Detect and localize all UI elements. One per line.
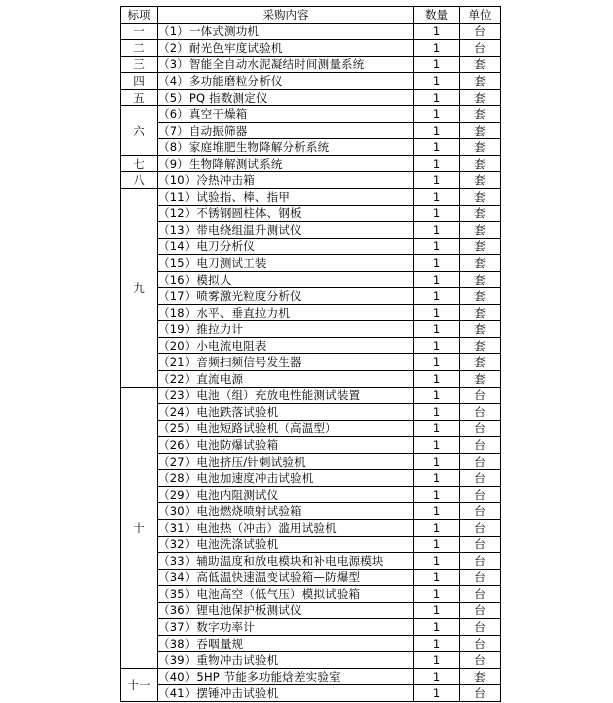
item-name: （8）家庭堆肥生物降解分析系统 [158,139,414,156]
item-name: （39）重物冲击试验机 [158,652,414,669]
item-quantity: 1 [414,371,460,388]
item-quantity: 1 [414,619,460,636]
header-row [121,7,501,24]
table-row [121,189,501,206]
item-name: （29）电池内阻测试仪 [158,486,414,503]
lot-number: 九 [121,189,158,388]
item-name: （17）喷雾激光粒度分析仪 [158,288,414,305]
table-row [121,321,501,338]
item-quantity: 1 [414,56,460,73]
item-unit: 台 [460,470,501,487]
item-unit: 套 [460,668,501,685]
item-unit: 台 [460,569,501,586]
item-unit: 套 [460,139,501,156]
item-quantity: 1 [414,139,460,156]
item-name: （37）数字功率计 [158,619,414,636]
item-name: （30）电池燃烧喷射试验箱 [158,503,414,520]
table-row [121,652,501,669]
table-row [121,553,501,570]
item-quantity: 1 [414,668,460,685]
item-name: （25）电池短路试验机（高温型） [158,420,414,437]
table-row [121,73,501,90]
table-row [121,139,501,156]
item-name: （41）摆锤冲击试验机 [158,685,414,702]
item-quantity: 1 [414,189,460,206]
table-row [121,486,501,503]
item-quantity: 1 [414,304,460,321]
lot-number: 四 [121,73,158,90]
item-unit: 套 [460,255,501,272]
item-unit: 台 [460,23,501,40]
item-unit: 套 [460,371,501,388]
item-unit: 台 [460,453,501,470]
item-unit: 套 [460,189,501,206]
item-unit: 套 [460,337,501,354]
item-name: （38）吞咽量规 [158,635,414,652]
table-row [121,586,501,603]
item-quantity: 1 [414,288,460,305]
item-name: （22）直流电源 [158,371,414,388]
item-unit: 台 [460,503,501,520]
item-name: （35）电池高空（低气压）模拟试验箱 [158,586,414,603]
table-row [121,354,501,371]
item-unit: 套 [460,56,501,73]
item-quantity: 1 [414,486,460,503]
table-row [121,371,501,388]
item-name: （18）水平、垂直拉力机 [158,304,414,321]
item-unit: 套 [460,122,501,139]
header-lot-no: 标项 [121,7,158,24]
table-row [121,238,501,255]
table-row [121,56,501,73]
item-name: （16）模拟人 [158,271,414,288]
item-unit: 台 [460,685,501,702]
item-name: （3）智能全自动水泥凝结时间测量系统 [158,56,414,73]
lot-number: 六 [121,106,158,156]
item-unit: 台 [460,519,501,536]
item-name: （26）电池防爆试验箱 [158,437,414,454]
item-unit: 台 [460,437,501,454]
item-name: （9）生物降解测试系统 [158,155,414,172]
item-unit: 台 [460,652,501,669]
item-name: （33）辅助温度和放电模块和补电电源模块 [158,553,414,570]
lot-number: 五 [121,89,158,106]
item-name: （27）电池挤压/针刺试验机 [158,453,414,470]
table-row [121,453,501,470]
table-row [121,205,501,222]
item-quantity: 1 [414,420,460,437]
item-name: （4）多功能磨粒分析仪 [158,73,414,90]
item-unit: 套 [460,304,501,321]
item-unit: 台 [460,486,501,503]
item-unit: 套 [460,73,501,90]
item-unit: 台 [460,553,501,570]
item-name: （40）5HP 节能多功能焓差实验室 [158,668,414,685]
item-quantity: 1 [414,470,460,487]
table-row [121,404,501,421]
header-item: 采购内容 [158,7,414,24]
item-unit: 台 [460,602,501,619]
procurement-table [120,6,501,702]
item-unit: 台 [460,420,501,437]
item-quantity: 1 [414,553,460,570]
item-quantity: 1 [414,122,460,139]
item-name: （34）高低温快速温变试验箱—防爆型 [158,569,414,586]
item-unit: 套 [460,238,501,255]
table-row [121,337,501,354]
table-row [121,222,501,239]
item-quantity: 1 [414,586,460,603]
item-name: （36）锂电池保护板测试仪 [158,602,414,619]
item-unit: 台 [460,619,501,636]
item-quantity: 1 [414,40,460,57]
item-unit: 套 [460,288,501,305]
item-quantity: 1 [414,519,460,536]
item-quantity: 1 [414,271,460,288]
table-row [121,172,501,189]
item-quantity: 1 [414,404,460,421]
item-quantity: 1 [414,685,460,702]
item-quantity: 1 [414,23,460,40]
item-quantity: 1 [414,602,460,619]
table-row [121,635,501,652]
item-name: （2）耐光色牢度试验机 [158,40,414,57]
table-row [121,519,501,536]
item-name: （20）小电流电阻表 [158,337,414,354]
item-unit: 台 [460,387,501,404]
table-row [121,271,501,288]
lot-number: 十 [121,387,158,668]
item-quantity: 1 [414,73,460,90]
item-unit: 套 [460,172,501,189]
item-name: （6）真空干燥箱 [158,106,414,123]
item-name: （1）一体式测功机 [158,23,414,40]
table-row [121,40,501,57]
item-name: （24）电池跌落试验机 [158,404,414,421]
item-quantity: 1 [414,652,460,669]
item-name: （10）冷热冲击箱 [158,172,414,189]
item-name: （32）电池洗涤试验机 [158,536,414,553]
table-row [121,387,501,404]
table-row [121,106,501,123]
table-row [121,569,501,586]
table-row [121,437,501,454]
item-quantity: 1 [414,321,460,338]
item-name: （7）自动振筛器 [158,122,414,139]
table-row [121,668,501,685]
item-unit: 套 [460,354,501,371]
item-name: （19）推拉力计 [158,321,414,338]
item-quantity: 1 [414,387,460,404]
item-quantity: 1 [414,172,460,189]
table-row [121,23,501,40]
item-unit: 套 [460,271,501,288]
item-quantity: 1 [414,337,460,354]
table-row [121,470,501,487]
item-name: （13）带电绕组温升测试仪 [158,222,414,239]
item-unit: 台 [460,40,501,57]
lot-number: 一 [121,23,158,40]
table-row [121,536,501,553]
header-unit: 单位 [460,7,501,24]
lot-number: 十一 [121,668,158,701]
item-name: （21）音频扫频信号发生器 [158,354,414,371]
item-name: （28）电池加速度冲击试验机 [158,470,414,487]
lot-number: 二 [121,40,158,57]
item-name: （12）不锈钢圆柱体、钢板 [158,205,414,222]
item-unit: 套 [460,222,501,239]
table-row [121,288,501,305]
item-unit: 台 [460,635,501,652]
item-unit: 台 [460,404,501,421]
item-unit: 套 [460,205,501,222]
lot-number: 七 [121,155,158,172]
item-unit: 套 [460,89,501,106]
item-name: （11）试验指、棒、指甲 [158,189,414,206]
table-row [121,122,501,139]
item-quantity: 1 [414,222,460,239]
item-quantity: 1 [414,536,460,553]
item-quantity: 1 [414,255,460,272]
item-unit: 台 [460,586,501,603]
item-quantity: 1 [414,354,460,371]
item-name: （14）电刀分析仪 [158,238,414,255]
item-quantity: 1 [414,155,460,172]
table-row [121,155,501,172]
table-row [121,255,501,272]
item-quantity: 1 [414,106,460,123]
item-quantity: 1 [414,89,460,106]
lot-number: 八 [121,172,158,189]
item-name: （5）PQ 指数测定仪 [158,89,414,106]
header-quantity: 数量 [414,7,460,24]
table-row [121,304,501,321]
item-unit: 套 [460,321,501,338]
lot-number: 三 [121,56,158,73]
item-quantity: 1 [414,205,460,222]
table-row [121,619,501,636]
item-name: （23）电池（组）充放电性能测试装置 [158,387,414,404]
item-quantity: 1 [414,453,460,470]
item-quantity: 1 [414,503,460,520]
item-quantity: 1 [414,635,460,652]
table-row [121,89,501,106]
item-quantity: 1 [414,437,460,454]
item-unit: 套 [460,106,501,123]
item-quantity: 1 [414,569,460,586]
table-row [121,602,501,619]
table-row [121,420,501,437]
item-unit: 台 [460,536,501,553]
item-name: （15）电刀测试工装 [158,255,414,272]
item-name: （31）电池热（冲击）滥用试验机 [158,519,414,536]
item-quantity: 1 [414,238,460,255]
table-row [121,503,501,520]
item-unit: 套 [460,155,501,172]
table-row [121,685,501,702]
